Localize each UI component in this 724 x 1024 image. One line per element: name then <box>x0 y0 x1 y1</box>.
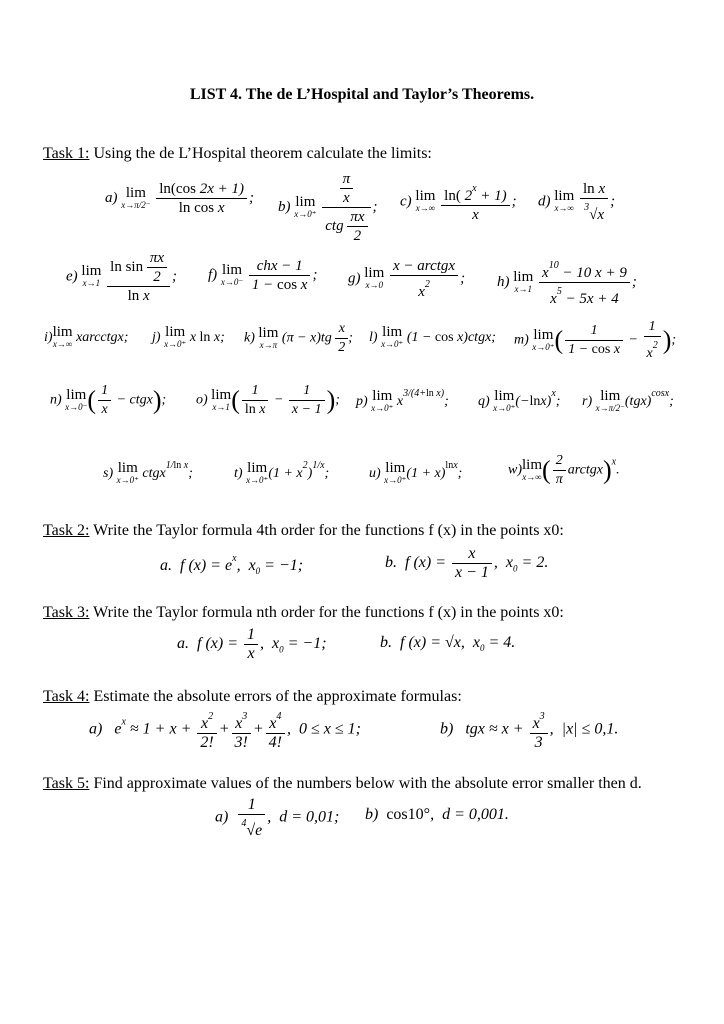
limits-row-2 <box>0 245 724 305</box>
limit-t: t) lim x→0⁺ $(1 + x^2)^{1/x}$; <box>234 459 330 485</box>
task-5-label: Task 5: <box>43 775 90 792</box>
task-5-text: Find approximate values of the numbers below with the absolute error smaller then d. <box>89 775 642 792</box>
limit-k: k) lim x→π (π − x)tg $\frac{x}{2}$ ; <box>244 321 353 355</box>
limit-s: s) lim x→0⁺ ctgx$^{1/ln x}$; <box>103 459 193 485</box>
task-3-heading <box>43 604 564 622</box>
task-4-a: a) $e^x \approx 1 + x$ + $\frac{x^2}{2!}$ + $\frac{x^3}{3!}$ + $\frac{x^4}{4!}$ , 0 ≤ x ≤ 1; <box>89 708 361 752</box>
limit-p: p) lim x→0⁺ $x^{3/(4+ln x)}$; <box>356 387 449 413</box>
limit-o: o) lim x→1 ( $\frac{1}{\text{ln x}}$ − $\frac{1}{x - 1}$ ); <box>196 383 340 417</box>
task-2-formulas <box>0 545 724 589</box>
limit-e: e) lim x→1 ln sin $\frac{\pi x}{2}$ ln x ; <box>66 250 178 304</box>
task-1-label: Task 1: <box>43 145 90 162</box>
limits-row-1 <box>0 170 724 244</box>
limit-i: i) lim x→∞ xarcctgx; <box>44 324 129 349</box>
limit-c: c) lim x→∞ $\frac{\ln( 2^x + 1)}{x}$ ; <box>400 180 517 224</box>
limit-g: g) lim x→0 $\frac{\text{x − arctgx}}{x^2}$ ; <box>348 258 466 300</box>
limit-m: m) lim x→0⁺ ( $\frac{1}{\text{1 − cos x}}$ − $\frac{1}{x^2}$ ); <box>514 319 677 361</box>
limit-l: l) lim x→0⁺ (1 − cos x)ctgx; <box>369 324 496 349</box>
task-3-formulas <box>0 626 724 670</box>
limit-u: u) lim x→0⁺ $(1 + x)^{lnx}$; <box>369 459 463 485</box>
task-4-heading <box>43 688 462 706</box>
limit-f: f) lim x→0⁻ $\frac{\text{chx − 1}}{\text{1 − cos x}}$ ; <box>208 258 318 293</box>
task-5-heading <box>43 775 642 793</box>
limits-row-5 <box>0 452 724 502</box>
limit-w: w) lim x→∞ ( $\frac{2}{\pi}$ arctgx)$^x$. <box>508 453 620 487</box>
task-4-label: Task 4: <box>43 688 90 705</box>
limit-b: b) lim x→0⁺ $\frac{\pi}{x}$ ctg $\frac{\pi x}{2}$ ; <box>278 171 378 244</box>
task-2-label: Task 2: <box>43 522 90 539</box>
task-3-text: Write the Taylor formula nth order for the functions f (x) in the points x0: <box>89 604 564 621</box>
task-3-label: Task 3: <box>43 604 90 621</box>
limits-row-3 <box>0 318 724 368</box>
limit-q: q) lim x→0⁺ $(-\ln x)^x$; <box>478 387 561 413</box>
task-4-b: b) tgx ≈ x + $\frac{x^3}{3}$ , |x| ≤ 0,1. <box>440 708 618 752</box>
limit-r: r) lim x→π/2⁻ (tgx)$^{cosx}$; <box>582 387 674 413</box>
task-5-b: b) cos10°, d = 0,001. <box>365 806 509 823</box>
task-5-a: a) $\frac{1}{^4√e}$ , d = 0,01; <box>215 796 340 839</box>
limit-d: d) lim x→∞ $\frac{\text{ln x}}{^3√x}$ ; <box>538 181 616 223</box>
task-5-formulas <box>0 796 724 846</box>
task-1-text: Using the de L’Hospital theorem calculate the limits: <box>89 145 432 162</box>
limit-a: a) lim x→π/2⁻ $\frac{\ln(\cos 2x + 1)}{\text{ln cos x}}$ ; <box>105 181 254 216</box>
task-2-text: Write the Taylor formula 4th order for the functions f (x) in the points x0: <box>89 522 564 539</box>
limits-row-4 <box>0 380 724 430</box>
page-title: LIST 4. The de L’Hospital and Taylor’s Theorems. <box>189 86 535 103</box>
task-4-text: Estimate the absolute errors of the approximate formulas: <box>89 688 462 705</box>
task-2-b: b. f (x) = $\frac{x}{x - 1}$ , $x_0 = 2$. <box>385 545 549 581</box>
limit-n: n) lim x→0⁻ ( $\frac{1}{x}$ − ctgx); <box>50 383 167 417</box>
limit-h: h) lim x→1 $\frac{x^{10} - 10 x + 9}{x^5 - 5x + 4}$ ; <box>497 257 637 308</box>
task-2-heading <box>43 522 564 540</box>
task-2-a: a. f $(x) = e^x$, $x_0 = -1$; <box>160 553 304 577</box>
task-4-formulas <box>0 708 724 758</box>
limit-j: j) lim x→0⁺ x ln x; <box>152 324 225 349</box>
task-1-heading <box>43 145 432 163</box>
task-3-b: b. f (x) = √x, $x_0 = 4$. <box>380 634 516 654</box>
task-3-a: a. f (x) = $\frac{1}{x}$ , $x_0 = -1$; <box>177 626 327 662</box>
